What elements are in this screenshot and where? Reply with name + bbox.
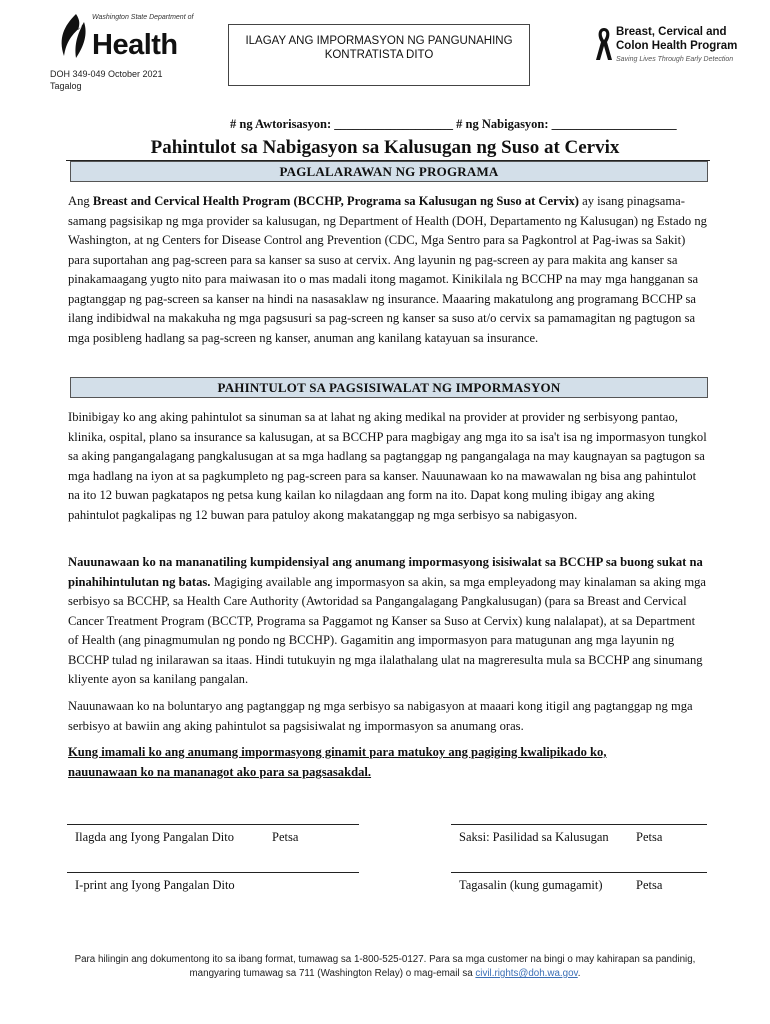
program-description — [68, 192, 708, 348]
date-label-2: Petsa — [636, 830, 663, 844]
signature-line[interactable] — [67, 824, 359, 825]
sign-name-label: Ilagda ang Iyong Pangalan Dito — [75, 830, 234, 844]
program-desc-bold: Breast and Cervical Health Program (BCCHP, Programa sa Kalusugan ng Suso at Cervix) — [92, 194, 579, 208]
date-label-1: Petsa — [272, 830, 299, 844]
interpreter-line[interactable] — [451, 872, 707, 873]
footer-line2-text: mangyaring tumawag sa 711 (Washington Relay) o mag-email sa — [189, 968, 476, 979]
consent-p2-rest: Magiging available ang impormasyon sa akin, sa mga empleyadong may kinalaman sa aking mga serbisyo sa BCCHP, sa Health Care Authority (Awtoridad sa Pangangalagang Pangkalusugan) (para sa Breast and Cervical Cancer Treatment Program (BCCTP, Programa sa Paggamot ng Kanser sa Suso at Cervix) kung nalalapat), at sa Department of Health (ang pinagmumulan ng pondo ng BCCHP). Gagamitin ang impormasyon para matugunan ang mga layunin ng BCCHP tulad ng inilarawan sa itaas. Hindi tutukuyin ng mga ilalathalang ulat na magreresulta mula sa BCCHP ang sinumang kliyente ayon sa kanilang pangalan. — [68, 574, 707, 686]
consent-p2-bold: Nauunawaan ko na mananatiling kumpidensiyal ang anumang impormasyong isisiwalat sa BCCHP sa buong sukat na pinahihintulutan ng batas. — [68, 555, 703, 589]
interpreter-label: Tagasalin (kung gumagamit) — [459, 878, 603, 892]
section-heading-program: PAGLALARAWAN NG PROGRAMA — [70, 161, 708, 182]
print-name-label: I-print ang Iyong Pangalan Dito — [75, 878, 235, 892]
program-name-line2: Colon Health Program — [616, 40, 738, 52]
doc-number: DOH 349-049 October 2021 — [50, 69, 163, 79]
program-name-line1: Breast, Cervical and — [616, 26, 727, 38]
civil-rights-email-link[interactable]: civil.rights@doh.wa.gov — [475, 968, 578, 979]
doc-language: Tagalog — [50, 81, 82, 91]
awareness-ribbon-icon — [594, 26, 614, 62]
footer-line2 — [0, 967, 770, 981]
agency-big-text: Health — [92, 29, 178, 61]
consent-paragraph-1: Ibinibigay ko ang aking pahintulot sa sinuman sa at lahat ng aking medikal na provider at provider ng serbisyong pantao, klinika, ospital, plano sa insurance sa kalusugan, at sa BCCHP para magbigay ang mga ito sa isa't isa ng impormasyon tungkol sa aking pangangalagang pangkalusugan at sa mga hadlang sa pagtanggap ng pangangalaga na may kaugnayan sa pagtugon sa mga hadlang na iyon at sa pagkumpleto ng pag-screen para sa kanser. Nauunawaan ko na mawawalan ng bisa ang pahintulot na ito 12 buwan pagkatapos ng petsa kung kailan ko nilagdaan ang form na ito. Dapat kong muling ibigay ang aking pahintulot pagkalipas ng 12 buwan para patuloy akong makatanggap ng mga serbisyo sa nabigasyon. — [68, 410, 707, 522]
section-heading-consent: PAHINTULOT SA PAGSISIWALAT NG IMPORMASYON — [70, 377, 708, 398]
agency-small-text: Washington State Department of — [92, 14, 194, 21]
program-logo-name — [616, 25, 737, 53]
contractor-info-box[interactable]: ILAGAY ANG IMPORMASYON NG PANGUNAHING KONTRATISTA DITO — [228, 24, 530, 86]
consent-paragraph-3: Nauunawaan ko na boluntaryo ang pagtanggap ng mga serbisyo sa nabigasyon at maaari kong itigil ang pagtanggap ng mga serbisyo at bawiin ang aking pahintulot sa pagsisiwalat ng impormasyon sa anumang oras. — [68, 699, 693, 733]
document-code — [50, 68, 163, 92]
witness-line[interactable] — [451, 824, 707, 825]
witness-label: Saksi: Pasilidad sa Kalusugan — [459, 830, 609, 844]
program-tagline: Saving Lives Through Early Detection — [616, 56, 734, 63]
consent-paragraph-4: Kung imamali ko ang anumang impormasyong ginamit para matukoy ang pagiging kwalipikado ko, nauunawaan ko na mananagot ako para sa pagsasakdal. — [68, 745, 607, 779]
program-desc-intro: Ang — [68, 194, 93, 208]
doh-flame-icon — [54, 12, 94, 62]
print-name-line[interactable] — [67, 872, 359, 873]
authorization-navigation-fields[interactable]: # ng Awtorisasyon: ___________________ # ng Nabigasyon: ____________________ — [230, 117, 677, 131]
consent-paragraph-2 — [68, 553, 708, 690]
program-desc-rest: ay isang pinagsama-samang pagsisikap ng mga provider sa kalusugan, ng Department of Health (DOH, Departamento ng Kalusugan) ng Estado ng Washington, at ng Centers for Disease Control ang Prevention (CDC, Mga Sentro para sa Pagkontrol at Pag-iwas sa Sakit) para suportahan ang pag-screen para sa kanser sa suso at cervix. Ang layunin ng pag-screen ay para makita ang kanser sa pinakamaagang yugto nito para maiwasan ito o mas madali itong magamot. Kinikilala ng BCCHP na may mga hangganan sa pagtanggap ng pag-screen sa kanser na hindi na nasasaklaw ng insurance. Maaaring makatulong ang programang BCCHP sa ilang indibidwal na makakuha ng mga pagsusuri sa pag-screen ng kanser sa suso at/o cervix sa pamamagitan ng pagtugon sa mga posibleng hadlang sa pag-screen ng kanser, anuman ang kanilang katayuan sa insurance. — [68, 194, 707, 345]
footer-accessibility-note — [0, 953, 770, 981]
page-title: Pahintulot sa Nabigasyon sa Kalusugan ng Suso at Cervix — [150, 137, 620, 158]
footer-line1: Para hilingin ang dokumentong ito sa ibang format, tumawag sa 1-800-525-0127. Para sa mga customer na bingi o may kahirapan sa pandinig, — [74, 954, 696, 965]
date-label-3: Petsa — [636, 878, 663, 892]
footer-period: . — [577, 968, 581, 979]
